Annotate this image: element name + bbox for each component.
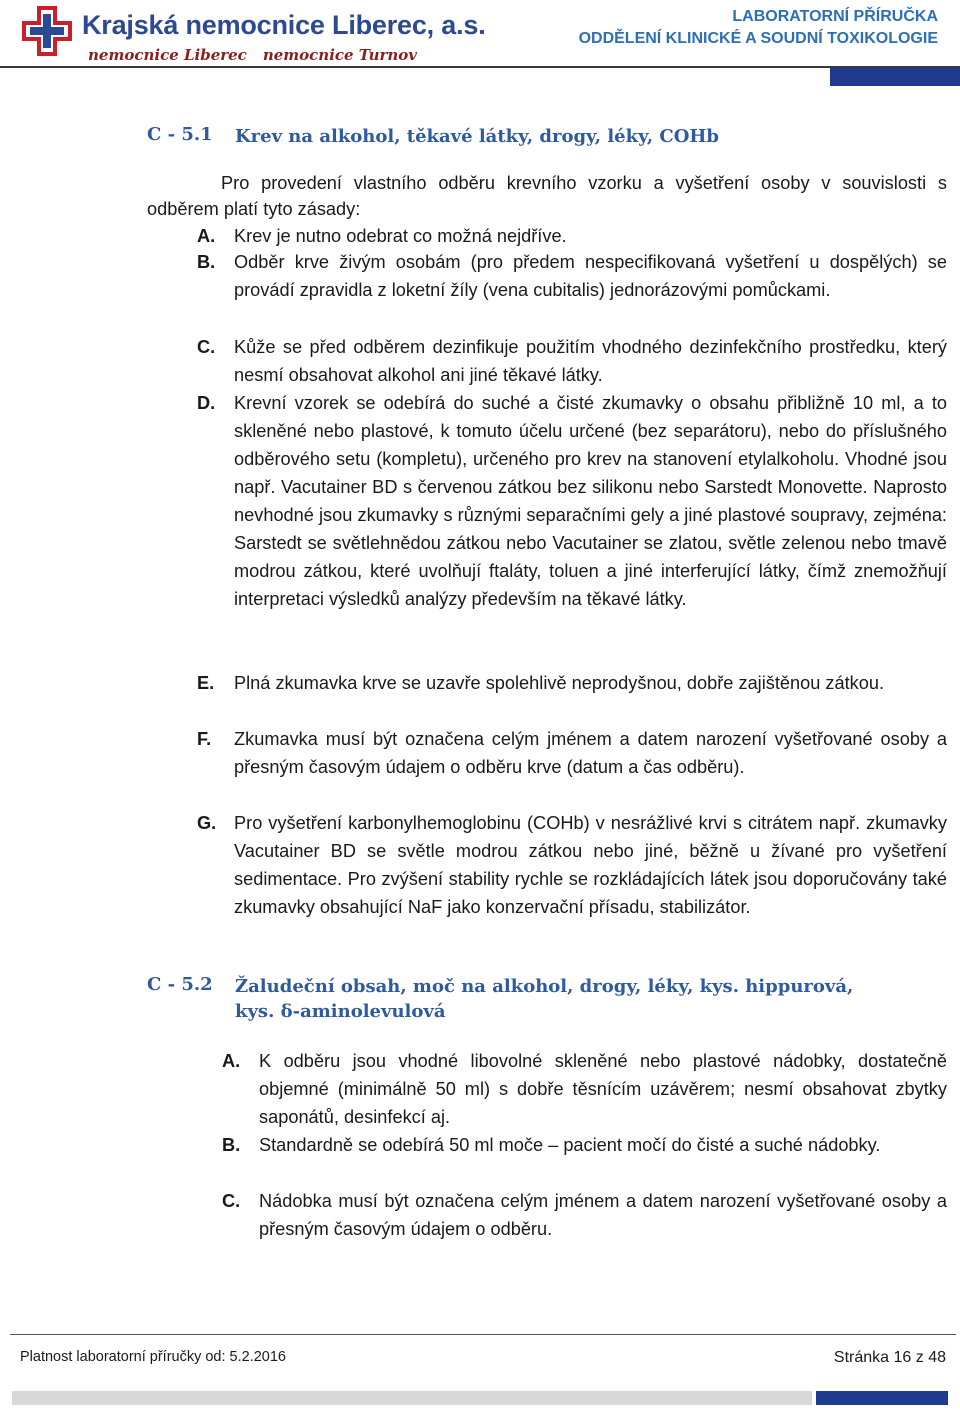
header-divider (0, 66, 960, 86)
list-item-text: Krev je nutno odebrat co možná nejdříve. (234, 226, 567, 246)
list-item-text: Krevní vzorek se odebírá do suché a čisté zkumavky o obsahu přibližně 10 ml, a to skleněné nebo plastové, k tomuto účelu určené (bez separátoru), nebo do příslušného odběrového setu (kompletu), určeného pro krev na stanovení etylalkoholu. Vhodné jsou např. Vacutainer BD s červenou zátkou bez silikonu nebo Sarstedt Monovette. Naprosto nevhodné jsou zkumavky s různými separačními gely a jiné plastové soupravy, zejména: Sarstedt se světlehnědou zátkou nebo Vacutainer se zlatou, světle zelenou nebo tmavě modrou zátkou, které uvolňují ftaláty, toluen a jiné interferující látky, čímž znemožňují interpretaci výsledků analýzy především na těkavé látky. (234, 393, 947, 609)
section-title: Žaludeční obsah, moč na alkohol, drogy, léky, kys. hippurová, kys. δ-aminolevulová (235, 976, 854, 1022)
footer-page-number: Stránka 16 z 48 (833, 1349, 946, 1366)
section-heading-5-1 (147, 124, 907, 154)
list-item-label: B. (197, 252, 216, 272)
list-item-text: K odběru jsou vhodné libovolné skleněné nebo plastové nádobky, dostatečně objemné (minimálně 50 ml) s dobře těsnícím uzávěrem; nesmí obsahovat zbytky saponátů, desinfekcí aj. (259, 1051, 947, 1127)
list-item-label: A. (222, 1051, 241, 1071)
handbook-title-block (579, 6, 938, 50)
list-item-label: F. (197, 729, 212, 749)
hospital-name: Krajská nemocnice Liberec, a.s. (82, 10, 486, 40)
footer-bar-accent (816, 1391, 948, 1405)
list-item-label: D. (197, 393, 216, 413)
list-item-label: G. (197, 813, 217, 833)
sub-brand-liberec: nemocnice Liberec (88, 46, 247, 64)
section-number: C - 5.2 (147, 974, 213, 995)
footer-bar (12, 1391, 812, 1405)
list-item-text: Plná zkumavka krve se uzavře spolehlivě neprodyšnou, dobře zajištěnou zátkou. (234, 673, 885, 693)
section-title: Krev na alkohol, těkavé látky, drogy, léky, COHb (235, 126, 719, 147)
list-item-label: C. (222, 1191, 241, 1211)
list-item-label: B. (222, 1135, 241, 1155)
header-divider-accent (830, 68, 960, 86)
handbook-title: LABORATORNÍ PŘÍRUČKA (732, 8, 938, 25)
footer-validity: Platnost laboratorní příručky od: 5.2.2016 (20, 1349, 286, 1365)
sub-brands (88, 46, 417, 64)
list-item-label: E. (197, 673, 215, 693)
list-item-text: Nádobka musí být označena celým jménem a datem narození vyšetřované osoby a přesným časovým údajem o odběru. (259, 1191, 947, 1239)
list-item-text: Pro vyšetření karbonylhemoglobinu (COHb) v nesrážlivé krvi s citrátem např. zkumavky Vacutainer BD se světle modrou zátkou nebo jiné, běžně u žívané pro vyšetření sedimentace. Pro zvýšení stability rychle se rozkládajících látek jsou doporučovány také zkumavky obsahující NaF jako konzervační přísadu, stabilizátor. (234, 813, 947, 917)
hospital-cross-logo-icon (22, 6, 72, 56)
page-header (0, 0, 960, 100)
footer-divider (10, 1334, 956, 1335)
section-heading-5-2 (147, 974, 907, 1026)
list-item-text: Odběr krve živým osobám (pro předem nespecifikovaná vyšetření u dospělých) se provádí zpravidla z loketní žíly (vena cubitalis) jednorázovými pomůckami. (234, 252, 947, 300)
list-item-label: A. (197, 226, 216, 246)
section-intro-paragraph: Pro provedení vlastního odběru krevního vzorku a vyšetření osoby v souvislosti s odběrem platí tyto zásady: (147, 173, 947, 219)
list-item-text: Zkumavka musí být označena celým jménem a datem narození vyšetřované osoby a přesným časovým údajem o odběru krve (datum a čas odběru). (234, 729, 947, 777)
list-item-label: C. (197, 337, 216, 357)
list-item-text: Kůže se před odběrem dezinfikuje použitím vhodného dezinfekčního prostředku, který nesmí obsahovat alkohol ani jiné těkavé látky. (234, 337, 947, 385)
header-divider-line (0, 66, 960, 68)
list-item-text: Standardně se odebírá 50 ml moče – pacient močí do čisté a suché nádobky. (259, 1135, 881, 1155)
department-name: ODDĚLENÍ KLINICKÉ A SOUDNÍ TOXIKOLOGIE (578, 30, 938, 47)
section-number: C - 5.1 (147, 124, 213, 145)
sub-brand-turnov: nemocnice Turnov (262, 46, 418, 64)
